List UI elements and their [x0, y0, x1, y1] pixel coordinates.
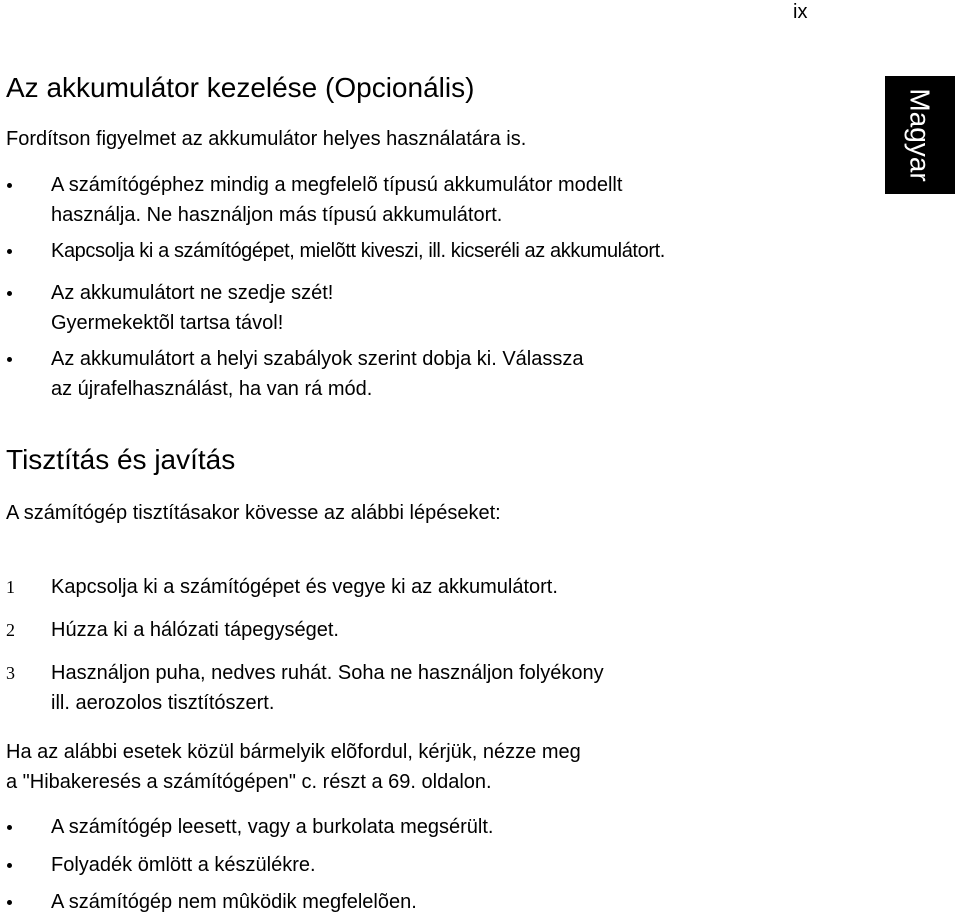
list-item-line: A számítógéphez mindig a megfelelõ típusú akkumulátor modellt: [51, 174, 623, 196]
list-item-line: A számítógép nem mûködik megfelelõen.: [51, 891, 417, 913]
list-item-line: Kapcsolja ki a számítógépet, mielõtt kiveszi, ill. kicseréli az akkumulátort.: [51, 240, 665, 262]
section-title-cleaning: Tisztítás és javítás: [6, 444, 236, 475]
bullet-icon: [7, 357, 12, 362]
list-item-line: Használjon puha, nedves ruhát. Soha ne használjon folyékony: [51, 662, 604, 684]
bullet-icon: [7, 863, 12, 868]
note-line: a "Hibakeresés a számítógépen" c. részt a 69. oldalon.: [6, 771, 492, 793]
cleaning-intro: A számítógép tisztításakor kövesse az alábbi lépéseket:: [6, 502, 501, 524]
list-item-line: Húzza ki a hálózati tápegységet.: [51, 619, 339, 641]
list-item-line: Az akkumulátort ne szedje szét!: [51, 282, 334, 304]
step-number: 2: [6, 620, 15, 640]
list-item-line: A számítógép leesett, vagy a burkolata megsérült.: [51, 816, 494, 838]
language-tab-label: Magyar: [905, 88, 936, 182]
step-number: 3: [6, 663, 15, 683]
list-item-line: Folyadék ömlött a készülékre.: [51, 854, 316, 876]
list-item-line: Az akkumulátort a helyi szabályok szerint dobja ki. Válassza: [51, 348, 584, 370]
step-number: 1: [6, 577, 15, 597]
note-line: Ha az alábbi esetek közül bármelyik elõfordul, kérjük, nézze meg: [6, 741, 581, 763]
bullet-icon: [7, 183, 12, 188]
list-item-line: az újrafelhasználást, ha van rá mód.: [51, 378, 373, 400]
bullet-icon: [7, 900, 12, 905]
troubleshoot-note: [6, 737, 581, 797]
section-title-battery: Az akkumulátor kezelése (Opcionális): [6, 72, 475, 103]
bullet-icon: [7, 249, 12, 254]
page-number: ix: [793, 1, 808, 23]
battery-intro: Fordítson figyelmet az akkumulátor helyes használatára is.: [6, 128, 527, 150]
bullet-icon: [7, 291, 12, 296]
list-item-line: Gyermekektõl tartsa távol!: [51, 312, 284, 334]
list-item-line: ill. aerozolos tisztítószert.: [51, 692, 275, 714]
bullet-icon: [7, 825, 12, 830]
language-tab: [885, 76, 955, 194]
list-item-line: használja. Ne használjon más típusú akkumulátort.: [51, 204, 503, 226]
list-item-line: Kapcsolja ki a számítógépet és vegye ki az akkumulátort.: [51, 576, 558, 598]
